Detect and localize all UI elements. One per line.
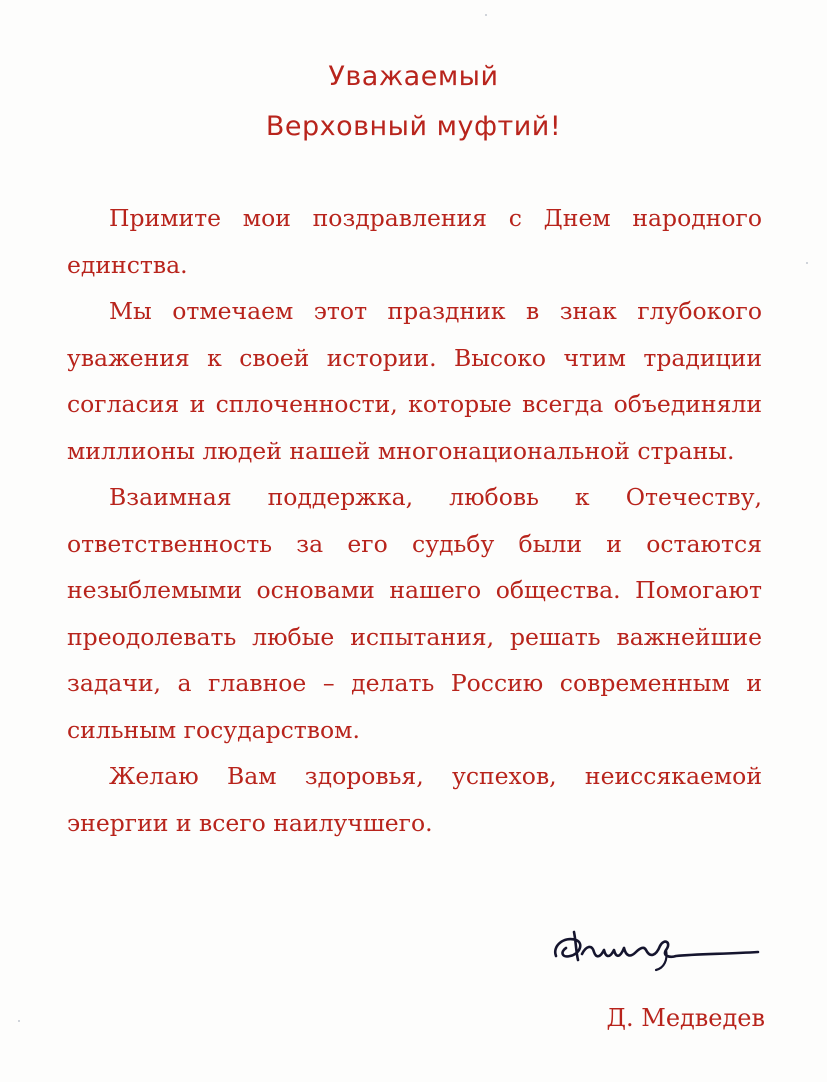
salutation	[0, 52, 827, 152]
salutation-line-1: Уважаемый	[328, 61, 499, 92]
letter-body	[67, 195, 762, 846]
paper-speck	[485, 14, 487, 16]
paper-speck	[806, 262, 808, 264]
handwritten-signature	[546, 912, 766, 982]
paper-speck	[18, 1020, 20, 1022]
paragraph-wishes: Желаю Вам здоровья, успехов, неиссякаемой энергии и всего наилучшего.	[67, 762, 762, 837]
signer-name: Д. Медведев	[606, 1004, 765, 1032]
salutation-line-2: Верховный муфтий!	[265, 111, 562, 142]
paragraph-greeting: Примите мои поздравления с Днем народного единства.	[67, 204, 762, 279]
paragraph-holiday: Мы отмечаем этот праздник в знак глубокого уважения к своей истории. Высоко чтим традиции согласия и сплоченности, которые всегда объединяли миллионы людей нашей многонациональной страны.	[67, 297, 762, 465]
paragraph-society: Взаимная поддержка, любовь к Отечеству, ответственность за его судьбу были и остаются незыблемыми основами нашего общества. Помогают преодолевать любые испытания, решать важнейшие задачи, а главное – делать Россию современным и сильным государством.	[67, 483, 762, 744]
